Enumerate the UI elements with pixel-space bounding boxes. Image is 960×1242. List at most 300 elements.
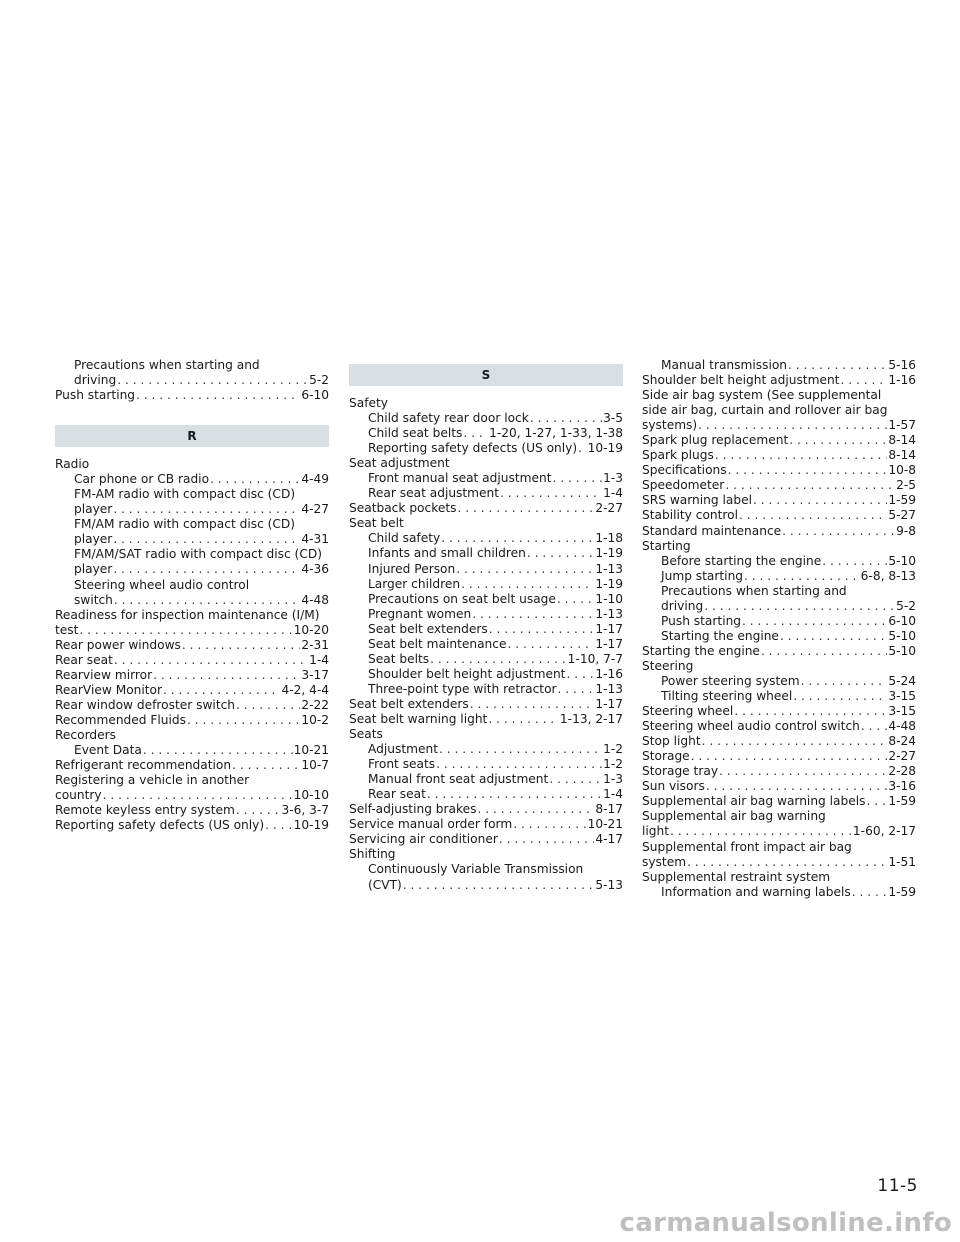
index-entry (349, 832, 623, 847)
page-reference: 2-27 (888, 749, 916, 764)
dot-leader (114, 593, 300, 608)
entry-text: Event Data (74, 743, 142, 758)
index-subentry (349, 577, 623, 592)
index-entry (642, 704, 916, 719)
index-subentry (642, 599, 916, 614)
page-reference: 1-3 (603, 471, 623, 486)
entry-text: Larger children (368, 576, 461, 591)
index-entry (55, 728, 329, 743)
index-entry (55, 623, 329, 638)
dot-leader (113, 562, 300, 577)
page-reference: 3-17 (301, 667, 329, 682)
index-subentry (349, 757, 623, 772)
dot-leader (728, 463, 888, 478)
dot-leader (739, 508, 887, 523)
page-reference: 4-31 (301, 532, 329, 547)
dot-leader (470, 697, 595, 712)
index-subentry (349, 592, 623, 607)
dot-leader (840, 373, 887, 388)
index-entry (55, 683, 329, 698)
index-subentry (55, 487, 329, 502)
page-reference: 1-17 (595, 636, 623, 651)
page-reference: 4-17 (595, 832, 623, 847)
entry-text: system (642, 854, 687, 869)
dot-leader (478, 802, 595, 817)
entry-text: Steering wheel audio control switch (642, 719, 860, 734)
dot-leader (143, 743, 293, 758)
dot-leader (558, 682, 595, 697)
page-reference: 3-16 (888, 779, 916, 794)
entry-text: Manual transmission (661, 358, 788, 372)
page-reference: 1-17 (595, 621, 623, 636)
index-subentry (642, 584, 916, 599)
page-reference: 10-8 (888, 463, 916, 478)
page-reference: 1-59 (888, 884, 916, 899)
page-reference: 8-14 (888, 448, 916, 463)
page-reference: 3-15 (888, 704, 916, 719)
entry-text: Infants and small children (368, 546, 526, 561)
entry-text: Injured Person (368, 561, 456, 576)
page-reference: 1-10, 7-7 (567, 651, 623, 666)
entry-text: Front seats (368, 757, 436, 772)
entry-text: Safety (349, 396, 388, 410)
dot-leader (472, 607, 594, 622)
index-entry (642, 448, 916, 463)
dot-leader (236, 803, 281, 818)
page-reference: 4-49 (301, 472, 329, 487)
index-subentry (55, 517, 329, 532)
index-column-1 (55, 358, 329, 833)
entry-text: Service manual order form (349, 817, 513, 832)
page-reference: 5-24 (888, 673, 916, 688)
entry-text: Seat adjustment (349, 456, 450, 471)
entry-text: Child safety (368, 531, 441, 546)
entry-text: Car phone or CB radio (74, 472, 210, 487)
dot-leader (79, 623, 292, 638)
dot-leader (822, 554, 887, 569)
index-entry (642, 539, 916, 554)
dot-leader (136, 388, 300, 403)
dot-leader (441, 531, 594, 546)
entry-text: Self-adjusting brakes (349, 802, 477, 817)
spacer (55, 447, 329, 457)
index-entry (55, 803, 329, 818)
index-column-2 (349, 358, 623, 893)
entry-text: (CVT) (368, 877, 402, 892)
entry-text: Push starting (661, 613, 742, 628)
entry-text: Tilting steering wheel (661, 689, 793, 704)
index-entry (349, 501, 623, 516)
index-subentry (349, 682, 623, 697)
dot-leader (578, 441, 586, 456)
entry-text: Rear power windows (55, 637, 181, 652)
dot-leader (715, 448, 888, 463)
page-reference: 1-13 (595, 606, 623, 621)
page-reference: 5-2 (896, 598, 916, 613)
entry-text: FM-AM radio with compact disc (CD) (74, 487, 296, 502)
dot-leader (801, 674, 888, 689)
page-reference: 1-59 (888, 493, 916, 508)
dot-leader (463, 426, 488, 441)
index-entry (642, 840, 916, 855)
dot-leader (734, 704, 887, 719)
index-entry (642, 388, 916, 403)
entry-text: Storage tray (642, 764, 719, 779)
index-subentry (349, 411, 623, 426)
index-subentry (55, 743, 329, 758)
page-reference: 1-3 (603, 772, 623, 787)
index-subentry (642, 885, 916, 900)
index-entry (642, 719, 916, 734)
index-subentry (349, 546, 623, 561)
dot-leader (439, 742, 602, 757)
entry-text: Precautions when starting and (661, 583, 847, 598)
page-reference: 2-27 (595, 501, 623, 516)
page-reference: 4-48 (301, 592, 329, 607)
page-reference: 1-18 (595, 531, 623, 546)
index-entry (642, 644, 916, 659)
dot-leader (719, 764, 887, 779)
entry-text: driving (661, 598, 704, 613)
entry-text: Reporting safety defects (US only) (55, 818, 265, 833)
entry-text: Spark plugs (642, 448, 714, 463)
page-reference: 3-6, 3-7 (281, 803, 329, 818)
dot-leader (527, 546, 594, 561)
index-entry (642, 870, 916, 885)
index-entry (642, 779, 916, 794)
page-reference: 1-4 (603, 486, 623, 501)
dot-leader (557, 592, 594, 607)
dot-leader (232, 758, 300, 773)
entry-text: Seat belt extenders (349, 696, 469, 711)
dot-leader (866, 794, 887, 809)
index-entry (642, 508, 916, 523)
entry-text: Storage (642, 749, 690, 764)
page-reference: 1-2 (603, 742, 623, 757)
entry-text: Rearview mirror (55, 667, 153, 682)
entry-text: Steering wheel (642, 704, 734, 719)
page-reference: 1-4 (603, 787, 623, 802)
index-entry (642, 824, 916, 839)
entry-text: Servicing air conditioner (349, 832, 498, 847)
dot-leader (403, 878, 595, 893)
index-entry (349, 727, 623, 742)
entry-text: Readiness for inspection maintenance (I/M) (55, 607, 320, 622)
page-reference: 2-5 (896, 478, 916, 493)
index-entry (55, 773, 329, 788)
dot-leader (782, 524, 895, 539)
page-reference: 6-10 (888, 613, 916, 628)
dot-leader (436, 757, 602, 772)
index-entry (642, 659, 916, 674)
page-reference: 10-21 (587, 817, 623, 832)
dot-leader (507, 637, 594, 652)
dot-leader (780, 629, 887, 644)
dot-leader (698, 418, 887, 433)
index-subentry (55, 562, 329, 577)
entry-text: country (55, 788, 102, 803)
entry-text: Precautions when starting and (74, 358, 260, 372)
index-entry (55, 608, 329, 623)
index-subentry (349, 637, 623, 652)
entry-text: Supplemental air bag warning (642, 809, 826, 824)
index-entry (55, 788, 329, 803)
page-reference: 5-10 (888, 628, 916, 643)
index-entry (349, 516, 623, 531)
page-reference: 5-13 (595, 877, 623, 892)
index-subentry (55, 547, 329, 562)
index-subentry (349, 441, 623, 456)
entry-text: Spark plug replacement (642, 433, 789, 448)
page-reference: 4-36 (301, 562, 329, 577)
entry-text: Sun visors (642, 779, 705, 794)
index-entry (349, 396, 623, 411)
dot-leader (702, 734, 888, 749)
index-subentry (55, 593, 329, 608)
page-reference: 4-27 (301, 502, 329, 517)
dot-leader (793, 689, 887, 704)
dot-leader (753, 493, 887, 508)
index-entry (55, 818, 329, 833)
entry-text: Seat belt warning light (349, 711, 488, 726)
entry-text: Information and warning labels (661, 884, 851, 899)
index-subentry (349, 667, 623, 682)
dot-leader (744, 569, 860, 584)
dot-leader (163, 683, 280, 698)
entry-text: player (74, 562, 113, 577)
entry-text: Child safety rear door lock (368, 411, 529, 426)
entry-text: Seat belt (349, 516, 404, 531)
dot-leader (114, 653, 308, 668)
dot-leader (113, 532, 300, 547)
index-entry (55, 638, 329, 653)
dot-leader (457, 501, 594, 516)
entry-text: side air bag, curtain and rollover air bag (642, 403, 888, 418)
page-reference: 1-51 (888, 854, 916, 869)
entry-text: Recorders (55, 727, 116, 742)
page-reference: 10-10 (293, 788, 329, 803)
entry-text: Recommended Fluids (55, 712, 186, 727)
index-subentry (642, 358, 916, 373)
entry-text: Rear seat adjustment (368, 486, 500, 501)
dot-leader (499, 832, 594, 847)
index-entry (642, 794, 916, 809)
index-entry (349, 847, 623, 862)
dot-leader (761, 644, 887, 659)
entry-text: Speedometer (642, 478, 725, 493)
page-reference: 8-24 (888, 734, 916, 749)
page-reference: 8-17 (595, 802, 623, 817)
page-reference: 1-13 (595, 681, 623, 696)
index-subentry (349, 862, 623, 877)
page-reference: 10-7 (301, 758, 329, 773)
page-reference: 5-10 (888, 553, 916, 568)
dot-leader (489, 622, 595, 637)
entry-text: Rear seat (368, 787, 426, 802)
page-reference: 1-16 (888, 373, 916, 388)
entry-text: Precautions on seat belt usage (368, 591, 556, 606)
entry-text: Stability control (642, 508, 738, 523)
entry-text: Rear seat (55, 652, 113, 667)
page-reference: 10-21 (293, 743, 329, 758)
spacer (55, 403, 329, 425)
page-reference: 5-27 (888, 508, 916, 523)
page-reference: 1-10 (595, 591, 623, 606)
entry-text: Continuously Variable Transmission (368, 862, 584, 877)
index-entry (55, 758, 329, 773)
index-entry (642, 418, 916, 433)
dot-leader (236, 698, 300, 713)
entry-text: Standard maintenance (642, 523, 782, 538)
page-reference: 1-2 (603, 757, 623, 772)
entry-text: test (55, 622, 79, 637)
watermark: carmanualsonline.info (619, 1208, 952, 1238)
dot-leader (430, 652, 567, 667)
entry-text: Radio (55, 457, 90, 472)
dot-leader (789, 433, 887, 448)
entry-text: Child seat belts (368, 426, 463, 441)
dot-leader (704, 599, 895, 614)
entry-text: Pregnant women (368, 606, 472, 621)
dot-leader (153, 668, 300, 683)
index-subentry (349, 607, 623, 622)
entry-text: Seat belts (368, 651, 430, 666)
dot-leader (117, 373, 308, 388)
entry-text: player (74, 532, 113, 547)
page-reference: 1-57 (888, 418, 916, 433)
page-reference: 10-2 (301, 712, 329, 727)
section-header: R (55, 425, 329, 447)
index-subentry (349, 742, 623, 757)
index-entry (55, 457, 329, 472)
index-entry (349, 817, 623, 832)
index-entry (349, 697, 623, 712)
entry-text: driving (74, 373, 117, 388)
dot-leader (113, 502, 300, 517)
entry-text: Starting the engine (642, 643, 760, 658)
index-entry (349, 456, 623, 471)
index-subentry (642, 689, 916, 704)
index-entry (55, 388, 329, 403)
dot-leader (513, 817, 586, 832)
page-reference: 8-14 (888, 433, 916, 448)
index-entry (642, 433, 916, 448)
dot-leader (488, 712, 559, 727)
entry-text: Remote keyless entry system (55, 803, 235, 818)
dot-leader (742, 614, 887, 629)
entry-text: Seat belt maintenance (368, 636, 507, 651)
index-subentry (349, 787, 623, 802)
dot-leader (500, 486, 602, 501)
entry-text: Steering (642, 658, 694, 673)
dot-leader (427, 787, 602, 802)
index-subentry (55, 358, 329, 373)
entry-text: Seat belt extenders (368, 621, 488, 636)
index-subentry (349, 652, 623, 667)
entry-text: Supplemental air bag warning labels (642, 794, 866, 809)
entry-text: FM/AM radio with compact disc (CD) (74, 517, 296, 532)
index-column-3 (642, 358, 916, 900)
page-reference: 1-19 (595, 576, 623, 591)
dot-leader (265, 818, 292, 833)
index-subentry (642, 554, 916, 569)
page-reference: 6-10 (301, 388, 329, 403)
page-reference: 10-19 (587, 441, 623, 456)
page-reference: 1-59 (888, 794, 916, 809)
dot-leader (103, 788, 293, 803)
index-subentry (642, 629, 916, 644)
page-reference: 1-60, 2-17 (852, 824, 916, 839)
index-subentry (349, 878, 623, 893)
entry-text: Jump starting (661, 568, 744, 583)
index-subentry (642, 614, 916, 629)
dot-leader (549, 772, 602, 787)
dot-leader (182, 638, 300, 653)
page-reference: 1-20, 1-27, 1-33, 1-38 (489, 426, 623, 441)
entry-text: Side air bag system (See supplemental (642, 388, 882, 403)
dot-leader (687, 855, 887, 870)
entry-text: Push starting (55, 388, 136, 403)
entry-text: FM/AM/SAT radio with compact disc (CD) (74, 547, 322, 562)
dot-leader (456, 562, 594, 577)
entry-text: switch (74, 592, 113, 607)
dot-leader (852, 885, 888, 900)
index-subentry (349, 471, 623, 486)
entry-text: Shoulder belt height adjustment (368, 666, 566, 681)
index-entry (642, 809, 916, 824)
index-entry (642, 403, 916, 418)
index-entry (642, 764, 916, 779)
spacer (349, 386, 623, 396)
entry-text: Stop light (642, 734, 701, 749)
dot-leader (861, 719, 887, 734)
entry-text: Supplemental front impact air bag (642, 839, 852, 854)
page-reference: 3-15 (888, 689, 916, 704)
index-entry (349, 802, 623, 817)
entry-text: Refrigerant recommendation (55, 758, 232, 773)
dot-leader (461, 577, 594, 592)
entry-text: RearView Monitor (55, 682, 163, 697)
index-subentry (55, 578, 329, 593)
dot-leader (553, 471, 603, 486)
index-subentry (55, 472, 329, 487)
entry-text: systems) (642, 418, 698, 433)
index-entry (642, 734, 916, 749)
index-entry (55, 668, 329, 683)
index-entry (642, 855, 916, 870)
dot-leader (691, 749, 888, 764)
dot-leader (210, 472, 300, 487)
index-subentry (55, 502, 329, 517)
page-reference: 1-4 (309, 652, 329, 667)
entry-text: SRS warning label (642, 493, 752, 508)
dot-leader (788, 358, 887, 373)
index-entry (55, 698, 329, 713)
index-entry (642, 373, 916, 388)
entry-text: light (642, 824, 670, 839)
entry-text: Front manual seat adjustment (368, 471, 552, 486)
index-subentry (349, 486, 623, 501)
page-reference: 9-8 (896, 523, 916, 538)
page-reference: 2-28 (888, 764, 916, 779)
entry-text: Registering a vehicle in another (55, 773, 250, 788)
index-subentry (349, 772, 623, 787)
index-entry (642, 493, 916, 508)
index-entry (642, 749, 916, 764)
dot-leader (706, 779, 888, 794)
index-entry (642, 463, 916, 478)
entry-text: Shifting (349, 847, 396, 862)
